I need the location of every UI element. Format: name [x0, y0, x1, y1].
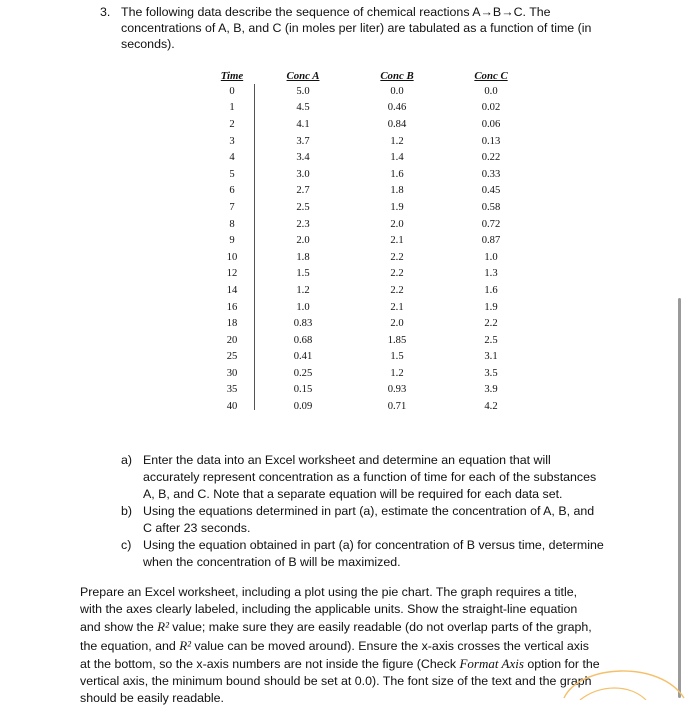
cell-conc-a: 2.7 [296, 185, 310, 197]
cell-time: 40 [226, 401, 238, 413]
instructions-text-4: option for the vertical axis, the minimum bound should be set at 0.0). The font size of the text and the graph should be easily readable. [80, 656, 600, 706]
question-parts [118, 452, 606, 571]
cell-conc-a: 1.0 [296, 301, 310, 313]
cell-conc-b: 0.71 [387, 401, 407, 413]
cell-time: 10 [226, 251, 238, 263]
cell-conc-a: 0.25 [293, 367, 313, 379]
excel-instructions [80, 584, 600, 707]
table-row [208, 149, 538, 166]
cell-conc-c: 0.22 [481, 152, 501, 164]
cell-conc-b: 1.6 [390, 168, 404, 180]
cell-time: 30 [226, 367, 238, 379]
part-c-text: Using the equation obtained in part (a) for concentration of B versus time, determine when the concentration of B will be maximized. [143, 538, 604, 569]
cell-conc-c: 3.1 [484, 351, 498, 363]
concentration-table [208, 68, 538, 415]
table-row [208, 249, 538, 266]
cell-conc-a: 0.15 [293, 384, 313, 396]
cell-time: 5 [229, 168, 235, 180]
part-b-text: Using the equations determined in part (a), estimate the concentration of A, B, and C after 23 seconds. [143, 504, 595, 535]
cell-conc-a: 1.5 [296, 268, 310, 280]
cell-time: 2 [229, 118, 235, 130]
cell-time: 12 [226, 268, 238, 280]
cell-time: 0 [229, 85, 235, 97]
cell-conc-a: 0.09 [293, 401, 313, 413]
table-row [208, 133, 538, 150]
cell-conc-a: 3.4 [296, 152, 310, 164]
header-conc-a: Conc A [286, 69, 320, 82]
table-row [208, 282, 538, 299]
cell-conc-a: 0.83 [293, 318, 313, 330]
format-axis-term: Format Axis [459, 655, 524, 671]
part-a [118, 452, 606, 503]
part-b [118, 503, 606, 537]
cell-conc-c: 1.0 [484, 251, 498, 263]
table-row [208, 299, 538, 316]
table-row [208, 315, 538, 332]
cell-conc-a: 3.0 [296, 168, 310, 180]
header-time: Time [220, 69, 244, 82]
cell-conc-a: 4.1 [296, 118, 310, 130]
cell-conc-a: 1.8 [296, 251, 310, 263]
cell-conc-a: 2.3 [296, 218, 310, 230]
instructions-text-2: value; make sure they are easily readable (do not overlap parts of the graph, the equation, and [80, 620, 592, 653]
problem-number: 3. [100, 5, 111, 19]
cell-conc-c: 0.02 [481, 102, 501, 114]
cell-time: 20 [226, 334, 238, 346]
cell-time: 25 [226, 351, 238, 363]
instructions-text-3: value can be moved around). Ensure the x-axis crosses the vertical axis at the bottom, so the x-axis numbers are not inside the figure (Check [80, 638, 589, 671]
header-conc-c: Conc C [474, 69, 508, 82]
part-a-text: Enter the data into an Excel worksheet and determine an equation that will accurately represent concentration as a function of time for each of the substances A, B, and C. Note that a separate equation will be required for each data set. [143, 453, 597, 501]
cell-conc-a: 1.2 [296, 284, 310, 296]
cell-conc-c: 1.6 [484, 284, 498, 296]
cell-conc-b: 2.2 [390, 268, 404, 280]
cell-conc-b: 2.1 [390, 301, 404, 313]
cell-conc-c: 1.3 [484, 268, 498, 280]
part-a-label: a) [121, 453, 133, 467]
cell-conc-c: 2.2 [484, 318, 498, 330]
cell-conc-c: 0.13 [481, 135, 501, 147]
cell-conc-c: 4.2 [484, 401, 498, 413]
cell-conc-b: 0.84 [387, 118, 407, 130]
cell-time: 1 [229, 102, 235, 114]
cell-conc-c: 2.5 [484, 334, 498, 346]
part-c-label: c) [121, 538, 132, 552]
cell-conc-b: 0.46 [387, 102, 407, 114]
cell-conc-c: 0.45 [481, 185, 501, 197]
table-row [208, 398, 538, 415]
cell-conc-a: 5.0 [296, 85, 310, 97]
table-row [208, 349, 538, 366]
cell-time: 35 [226, 384, 238, 396]
r-squared-symbol-1: R² [157, 619, 173, 635]
table-row [208, 199, 538, 216]
cell-conc-c: 0.33 [481, 168, 501, 180]
cell-conc-a: 2.5 [296, 201, 310, 213]
cell-conc-b: 1.4 [390, 152, 404, 164]
cell-time: 8 [229, 218, 235, 230]
cell-time: 7 [229, 201, 235, 213]
cell-conc-b: 2.1 [390, 235, 404, 247]
table-row [208, 100, 538, 117]
cell-conc-b: 2.0 [390, 218, 404, 230]
table-row [208, 166, 538, 183]
cell-time: 14 [226, 284, 238, 296]
cell-conc-c: 1.9 [484, 301, 498, 313]
part-b-label: b) [121, 504, 133, 518]
cell-conc-c: 0.87 [481, 235, 501, 247]
table-row [208, 232, 538, 249]
r-squared-symbol-2: R² [179, 637, 195, 653]
cell-conc-c: 0.06 [481, 118, 501, 130]
table-row [208, 83, 538, 100]
instructions-text-1: Prepare an Excel worksheet, including a plot using the pie chart. The graph requires a title, with the axes clearly labeled, including the applicable units. Show the straight-line equation and show the [80, 585, 578, 635]
cell-conc-c: 0.72 [481, 218, 501, 230]
cell-conc-b: 2.0 [390, 318, 404, 330]
cell-time: 6 [229, 185, 235, 197]
cell-conc-a: 2.0 [296, 235, 310, 247]
cell-conc-c: 0.0 [484, 85, 498, 97]
annotation-arc-icon [560, 656, 688, 700]
cell-conc-b: 2.2 [390, 251, 404, 263]
cell-conc-c: 3.5 [484, 367, 498, 379]
cell-conc-a: 3.7 [296, 135, 310, 147]
cell-conc-b: 1.2 [390, 367, 404, 379]
table-row [208, 266, 538, 283]
cell-time: 3 [229, 135, 235, 147]
table-row [208, 332, 538, 349]
header-conc-b: Conc B [380, 69, 414, 82]
cell-conc-a: 0.68 [293, 334, 313, 346]
table-row [208, 382, 538, 399]
scrollbar-thumb[interactable] [678, 298, 681, 698]
cell-conc-b: 1.5 [390, 351, 404, 363]
cell-conc-c: 0.58 [481, 201, 501, 213]
problem-statement [100, 4, 620, 52]
cell-conc-b: 1.9 [390, 201, 404, 213]
cell-time: 4 [229, 152, 235, 164]
table-row [208, 116, 538, 133]
cell-conc-b: 0.93 [387, 384, 407, 396]
cell-conc-c: 3.9 [484, 384, 498, 396]
table-row [208, 365, 538, 382]
cell-conc-b: 0.0 [390, 85, 404, 97]
table-row [208, 183, 538, 200]
cell-conc-b: 1.2 [390, 135, 404, 147]
cell-time: 16 [226, 301, 238, 313]
table-row [208, 216, 538, 233]
problem-text: The following data describe the sequence of chemical reactions A→B→C. The concentrations of A, B, and C (in moles per liter) are tabulated as a function of time (in seconds). [121, 5, 592, 51]
cell-conc-b: 1.85 [387, 334, 407, 346]
cell-conc-b: 2.2 [390, 284, 404, 296]
cell-conc-a: 4.5 [296, 102, 310, 114]
table-header-row [208, 68, 538, 83]
part-c [118, 537, 606, 571]
cell-time: 18 [226, 318, 238, 330]
cell-conc-b: 1.8 [390, 185, 404, 197]
cell-conc-a: 0.41 [293, 351, 313, 363]
cell-time: 9 [229, 235, 235, 247]
